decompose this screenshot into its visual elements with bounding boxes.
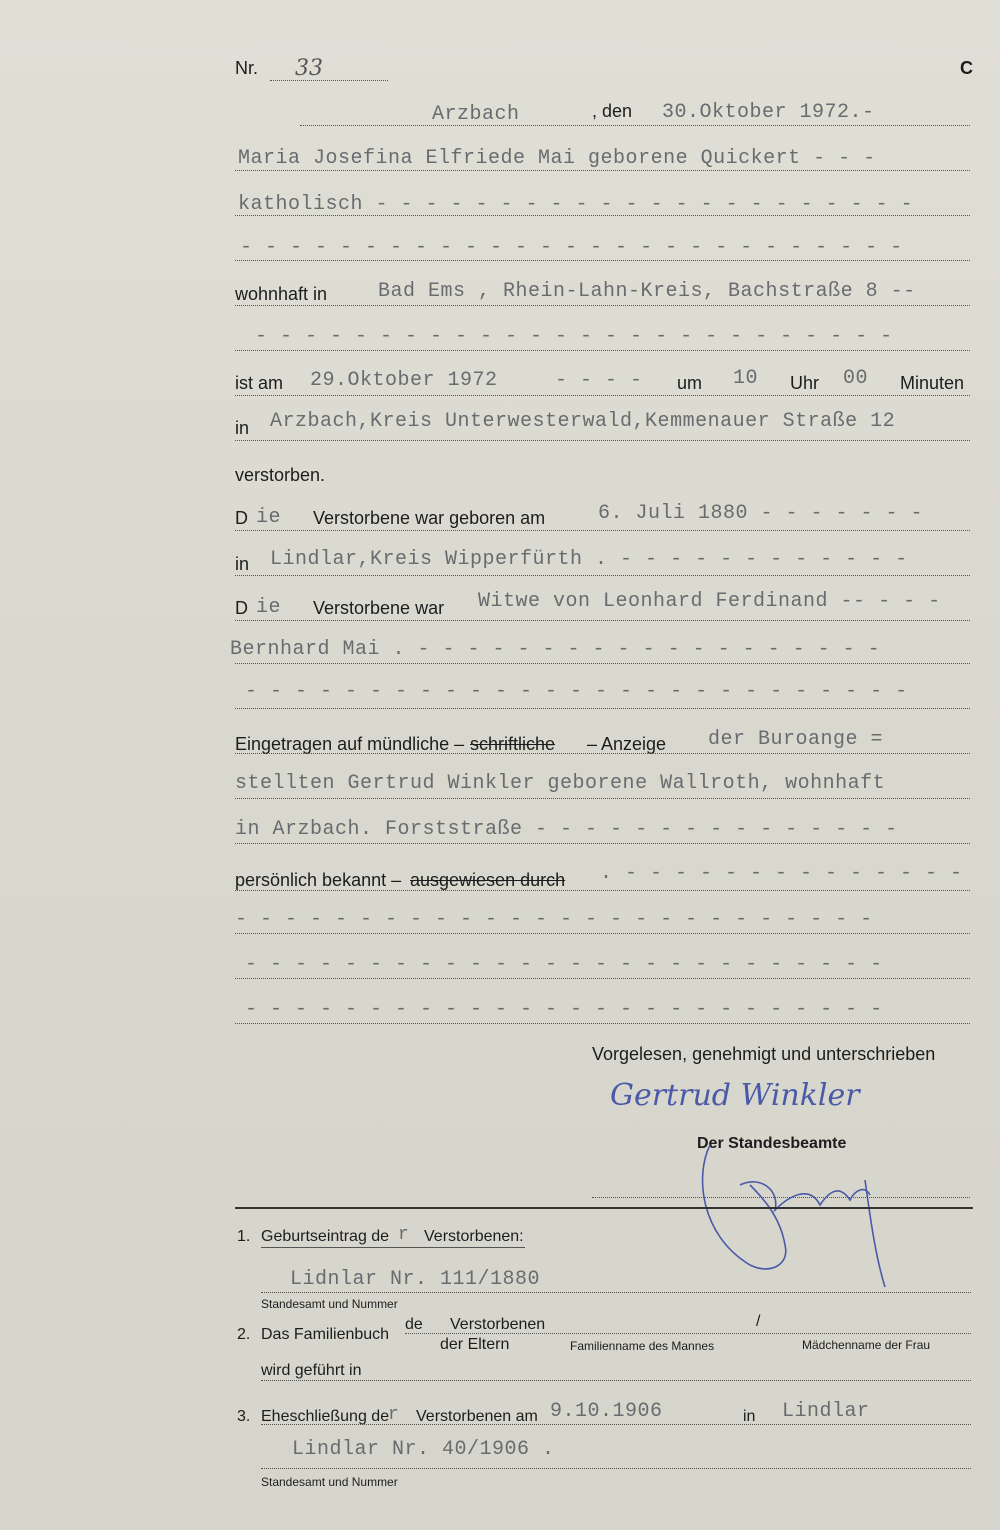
- um-label: um: [677, 373, 703, 393]
- informant-line-1: der Buroange =: [708, 728, 884, 751]
- record-date: 30.Oktober 1972.-: [662, 101, 875, 124]
- item3-suffix: r: [388, 1405, 399, 1425]
- blank-line: - - - - - - - - - - - - - - - - - - - - - - - - - -: [235, 908, 873, 931]
- hour: 10: [733, 367, 759, 390]
- line: [235, 170, 970, 171]
- line: [235, 663, 970, 664]
- line: [235, 933, 970, 934]
- bekannt-dashes: . - - - - - - - - - - - - - -: [600, 862, 963, 885]
- religion: katholisch - - - - - - - - - - - - - - - - - - - - - -: [238, 193, 914, 216]
- blank-line: - - - - - - - - - - - - - - - - - - - - - - - - - -: [245, 953, 883, 976]
- in-label: in: [235, 418, 250, 438]
- war-label: Verstorbene war: [313, 598, 445, 618]
- blank-line: - - - - - - - - - - - - - - - - - - - - - - - - - - -: [245, 680, 908, 703]
- spouse: Bernhard Mai . - - - - - - - - - - - - - - - - - - -: [230, 638, 881, 661]
- item2-number: 2.: [237, 1326, 251, 1343]
- ist-am-label: ist am: [235, 373, 284, 393]
- blank-line: - - - - - - - - - - - - - - - - - - - - - - - - - -: [255, 325, 893, 348]
- line: [235, 215, 970, 216]
- in-label-2: in: [235, 554, 250, 574]
- eingetragen-label: Eingetragen auf mündliche –: [235, 734, 465, 754]
- wohnhaft-label: wohnhaft in: [235, 284, 328, 304]
- familienname-label: Familienname des Mannes: [570, 1339, 715, 1353]
- standesamt-label-2: Standesamt und Nummer: [261, 1475, 398, 1489]
- item2-de: de: [405, 1316, 423, 1333]
- death-date: 29.Oktober 1972: [310, 369, 498, 392]
- item3-in: in: [743, 1408, 756, 1425]
- line: [235, 978, 970, 979]
- item3-value: Lindlar Nr. 40/1906 .: [292, 1438, 555, 1461]
- marital-status: Witwe von Leonhard Ferdinand -- - - -: [478, 590, 941, 613]
- ie-suffix: ie: [256, 596, 282, 619]
- residence: Bad Ems , Rhein-Lahn-Kreis, Bachstraße 8 --: [378, 280, 916, 303]
- maedchenname-label: Mädchenname der Frau: [802, 1338, 931, 1352]
- item1-underline: [261, 1247, 525, 1248]
- schriftliche-label: schriftliche: [470, 734, 556, 754]
- item1-label: Geburtseintrag de: [261, 1228, 390, 1245]
- birth-date: 6. Juli 1880 - - - - - - -: [598, 502, 924, 525]
- footer-divider: [235, 1207, 973, 1209]
- line: [235, 798, 970, 799]
- geboren-label: Verstorbene war geboren am: [313, 508, 546, 528]
- line: [235, 708, 970, 709]
- item3-place: Lindlar: [782, 1400, 870, 1423]
- item2-verstorbenen: Verstorbenen: [450, 1316, 546, 1333]
- birth-place: Lindlar,Kreis Wipperfürth . - - - - - - - - - - - -: [270, 548, 908, 571]
- line: [235, 843, 970, 844]
- item2-slash: /: [756, 1313, 761, 1330]
- line: [261, 1468, 971, 1469]
- item3-label: Eheschließung de: [261, 1408, 390, 1425]
- informant-line-3: in Arzbach. Forststraße - - - - - - - - - - - - - - -: [235, 818, 898, 841]
- minutes: 00: [843, 367, 869, 390]
- section-letter: C: [960, 58, 973, 78]
- deceased-name: Maria Josefina Elfriede Mai geborene Quickert - - -: [238, 147, 876, 170]
- line: [235, 620, 970, 621]
- line: [235, 440, 970, 441]
- line: [235, 395, 970, 396]
- nr-underline: [270, 80, 388, 81]
- bekannt-label: persönlich bekannt –: [235, 870, 402, 890]
- informant-signature: Gertrud Winkler: [610, 1078, 860, 1113]
- wird-gefuehrt-label: wird geführt in: [261, 1362, 362, 1379]
- item2-label: Das Familienbuch: [261, 1326, 390, 1343]
- item3-number: 3.: [237, 1408, 251, 1425]
- uhr-label: Uhr: [790, 373, 820, 393]
- line: [261, 1424, 971, 1425]
- d-label: D: [235, 508, 248, 528]
- line: [300, 125, 970, 126]
- line: [235, 260, 970, 261]
- line: [235, 530, 970, 531]
- vorgelesen-label: Vorgelesen, genehmigt und unterschrieben: [592, 1044, 936, 1064]
- death-dashes: - - - -: [555, 369, 643, 392]
- item1-value: Lidnlar Nr. 111/1880: [290, 1268, 541, 1291]
- line: [235, 890, 970, 891]
- item1-number: 1.: [237, 1228, 251, 1245]
- line: [261, 1292, 971, 1293]
- informant-line-2: stellten Gertrud Winkler geborene Wallroth, wohnhaft: [235, 772, 886, 795]
- anzeige-label: – Anzeige: [587, 734, 667, 754]
- standesamt-label-1: Standesamt und Nummer: [261, 1297, 398, 1311]
- line: [235, 753, 970, 754]
- item1-suffix: r: [398, 1225, 409, 1245]
- death-place: Arzbach,Kreis Unterwesterwald,Kemmenauer Straße 12: [270, 410, 896, 433]
- item3-label-end: Verstorbenen am: [416, 1408, 538, 1425]
- registrar-signature: [690, 1135, 920, 1295]
- den-label: , den: [592, 101, 633, 121]
- minuten-label: Minuten: [900, 373, 965, 393]
- verstorben-label: verstorben.: [235, 465, 326, 485]
- item2-eltern: der Eltern: [440, 1336, 510, 1353]
- ie-suffix: ie: [256, 506, 282, 529]
- line: [261, 1380, 971, 1381]
- d-label: D: [235, 598, 248, 618]
- ausgewiesen-label: ausgewiesen durch: [410, 870, 566, 890]
- standesbeamte-label: Der Standesbeamte: [697, 1135, 847, 1152]
- blank-line: - - - - - - - - - - - - - - - - - - - - - - - - - - -: [240, 236, 903, 259]
- nr-value: 33: [295, 56, 323, 81]
- record-place: Arzbach: [432, 103, 520, 126]
- line: [235, 1023, 970, 1024]
- line: [235, 575, 970, 576]
- line: [235, 350, 970, 351]
- item1-label-end: Verstorbenen:: [424, 1228, 524, 1245]
- item3-date: 9.10.1906: [550, 1400, 663, 1423]
- line: [405, 1333, 971, 1334]
- line: [235, 305, 970, 306]
- blank-line: - - - - - - - - - - - - - - - - - - - - - - - - - -: [245, 998, 883, 1021]
- nr-label: Nr.: [235, 58, 259, 78]
